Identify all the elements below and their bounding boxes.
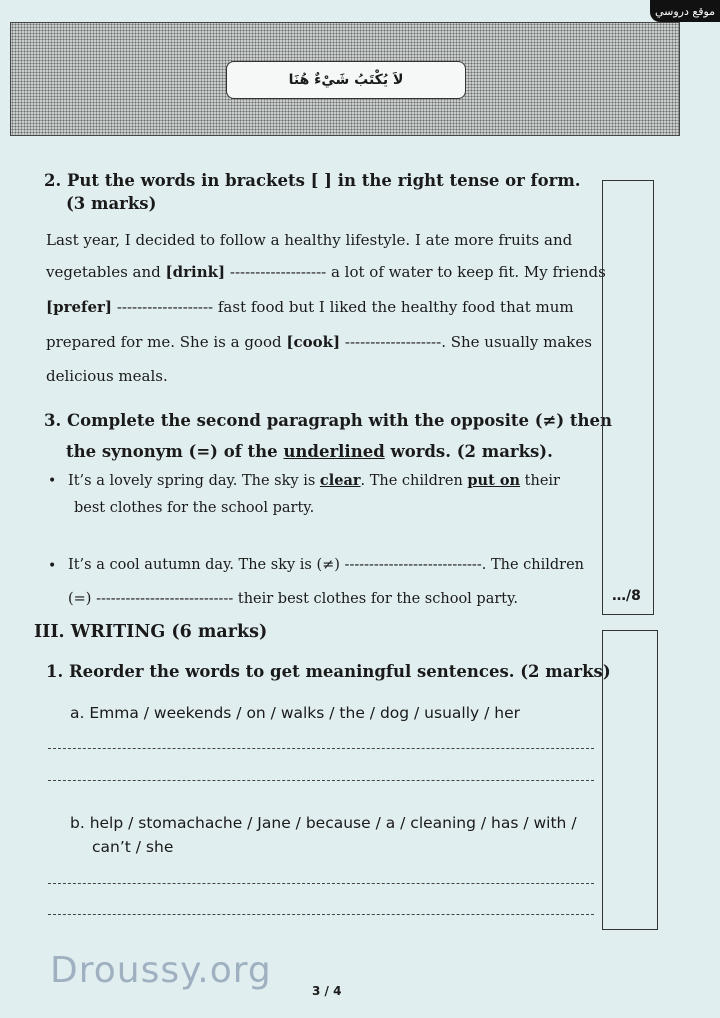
reorder-item-b-line-2: can’t / she (92, 838, 174, 856)
q2-line-5: delicious meals. (46, 367, 168, 385)
watermark-logo: Droussy.org (50, 950, 272, 991)
answer-line-a-2[interactable] (48, 780, 594, 781)
q2-line-2 (46, 263, 606, 281)
no-write-notice: لاَ يُكْتَبُ شَيْءٌ هُنَا (226, 61, 466, 99)
q2-line-3 (46, 298, 574, 316)
answer-line-a-1[interactable] (48, 748, 594, 749)
q2-verb-prefer: [prefer] (46, 298, 113, 316)
q2-verb-cook: [cook] (286, 333, 341, 351)
q2-title: 2. Put the words in brackets [ ] in the right tense or form. (44, 171, 581, 190)
header-band (10, 22, 680, 136)
score-label: …/8 (612, 588, 641, 604)
q3-underlined-put-on: put on (467, 472, 521, 489)
q2-marks: (3 marks) (66, 194, 157, 213)
reorder-item-a: a. Emma / weekends / on / walks / the / dog / usually / her (70, 704, 520, 722)
q2-line-4 (46, 333, 592, 351)
q3-paragraph-2-line-1: It’s a cool autumn day. The sky is (≠) ----------------------------. The children (68, 557, 585, 573)
q3-title-text: the synonym (=) of the (66, 442, 278, 461)
score-box-part-2 (602, 180, 654, 615)
q3-p1-text-e: their (524, 473, 560, 489)
reorder-item-b-line-1: b. help / stomachache / Jane / because / a / cleaning / has / with / (70, 814, 577, 832)
site-badge: موقع دروسي (650, 0, 720, 22)
q2-verb-drink: [drink] (165, 263, 226, 281)
q2-line-3-blank: ------------------- fast food but I liked the healthy food that mum (116, 298, 574, 316)
q3-paragraph-1-line-2: best clothes for the school party. (74, 500, 315, 516)
bullet-icon: • (48, 558, 57, 574)
q3-title-line-1: 3. Complete the second paragraph with the opposite (≠) then (44, 411, 613, 430)
q2-line-2-blank: ------------------- a lot of water to keep fit. My friends (229, 263, 606, 281)
section-3-q1-title: 1. Reorder the words to get meaningful sentences. (2 marks) (46, 662, 611, 681)
q3-underlined-clear: clear (319, 472, 361, 489)
q2-line-4-text: prepared for me. She is a good (46, 333, 282, 351)
bullet-icon: • (48, 473, 57, 489)
q3-p1-text-a: It’s a lovely spring day. The sky is (68, 473, 316, 489)
q2-line-2-text: vegetables and (46, 263, 161, 281)
q3-title-underlined: underlined (283, 442, 385, 461)
q3-title-line-2 (66, 442, 553, 461)
q2-line-4-blank: -------------------. She usually makes (344, 333, 592, 351)
answer-line-b-1[interactable] (48, 883, 594, 884)
q3-paragraph-1-line-1 (68, 472, 560, 489)
q2-line-1: Last year, I decided to follow a healthy lifestyle. I ate more fruits and (46, 231, 573, 249)
answer-line-b-2[interactable] (48, 914, 594, 915)
q3-paragraph-2-line-2: (=) ---------------------------- their best clothes for the school party. (68, 591, 518, 607)
section-3-title: III. WRITING (6 marks) (34, 622, 268, 642)
page-number: 3 / 4 (312, 984, 342, 998)
q3-title-tail: words. (2 marks). (390, 442, 553, 461)
q3-p1-text-c: . The children (360, 473, 463, 489)
